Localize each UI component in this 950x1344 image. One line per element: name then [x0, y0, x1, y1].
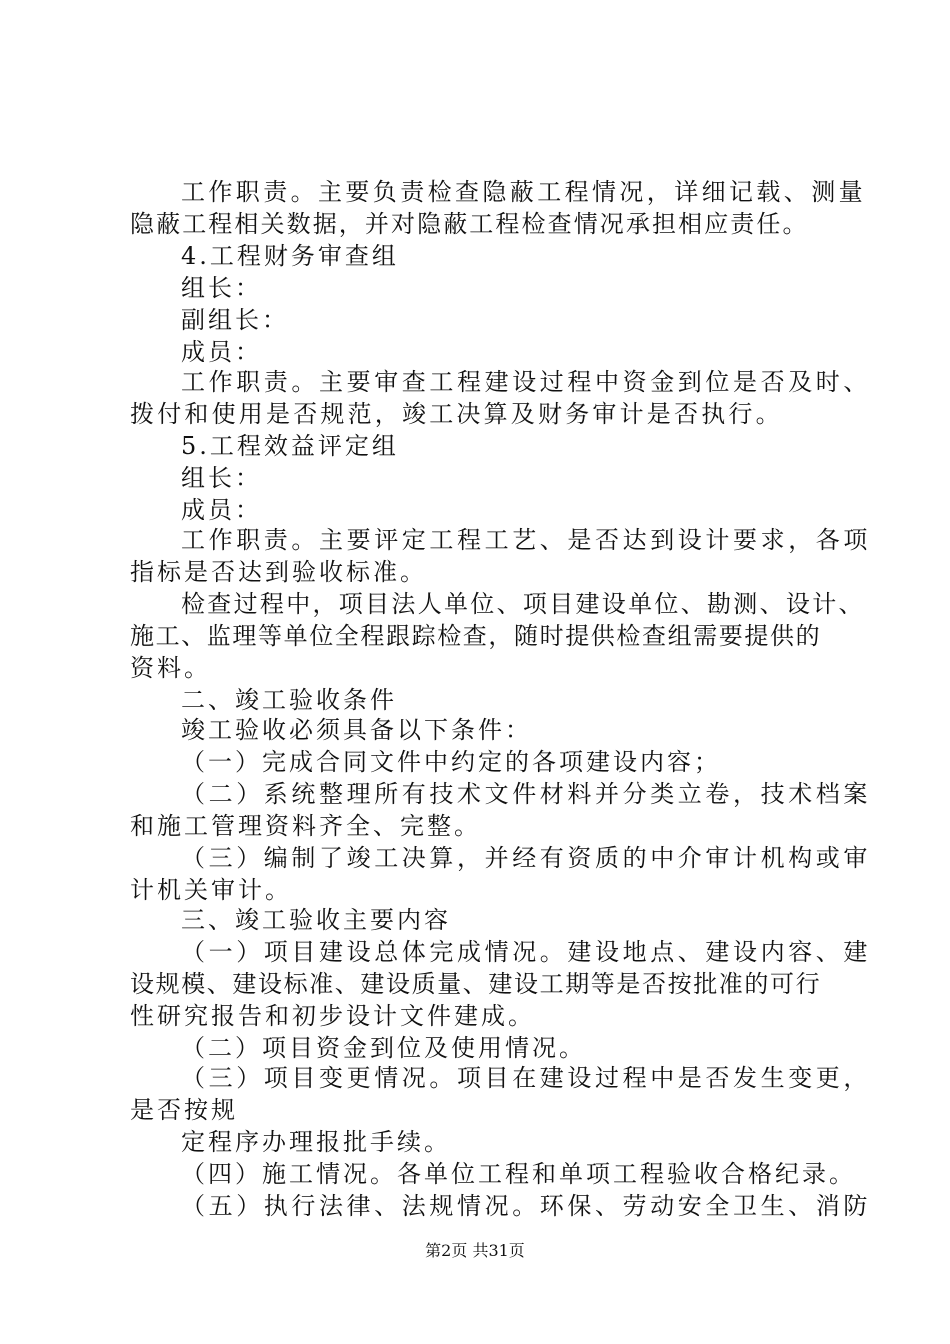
- text-line: 计机关审计。: [130, 876, 292, 904]
- text-line: （三）项目变更情况。项目在建设过程中是否发生变更，: [181, 1064, 871, 1092]
- section-heading: 三、竣工验收主要内容: [181, 906, 451, 934]
- text-line: 指标是否达到验收标准。: [130, 558, 427, 586]
- text-line: 性研究报告和初步设计文件建成。: [130, 1002, 535, 1030]
- text-line: （二）系统整理所有技术文件材料并分类立卷，技术档案: [181, 780, 871, 808]
- text-line: 组长：: [181, 464, 262, 492]
- text-line: 组长：: [181, 274, 262, 302]
- section-heading: 二、竣工验收条件: [181, 686, 397, 714]
- section-heading: 4.工程财务审查组: [181, 242, 399, 270]
- text-line: 竣工验收必须具备以下条件：: [181, 716, 532, 744]
- section-heading: 5.工程效益评定组: [181, 432, 399, 460]
- text-line: （五）执行法律、法规情况。环保、劳动安全卫生、消防: [181, 1192, 871, 1220]
- page-indicator: 第2页 共31页: [425, 1241, 525, 1260]
- text-line: （四）施工情况。各单位工程和单项工程验收合格纪录。: [181, 1160, 856, 1188]
- text-line: 施工、监理等单位全程跟踪检查，随时提供检查组需要提供的: [130, 622, 822, 650]
- text-line: （一）项目建设总体完成情况。建设地点、建设内容、建: [181, 938, 871, 966]
- text-line: 副组长：: [181, 306, 289, 334]
- text-line: （二）项目资金到位及使用情况。: [181, 1034, 586, 1062]
- text-line: 资料。: [130, 654, 211, 682]
- text-line: 工作职责。主要负责检查隐蔽工程情况，详细记载、测量: [181, 178, 866, 206]
- text-line: （三）编制了竣工决算，并经有资质的中介审计机构或审: [181, 844, 871, 872]
- text-line: 工作职责。主要评定工程工艺、是否达到设计要求，各项: [181, 526, 871, 554]
- text-line: 成员：: [181, 338, 262, 366]
- text-line: 检查过程中，项目法人单位、项目建设单位、勘测、设计、: [181, 590, 865, 618]
- text-line: （一）完成合同文件中约定的各项建设内容；: [181, 748, 721, 776]
- text-line: 设规模、建设标准、建设质量、建设工期等是否按批准的可行: [130, 970, 822, 998]
- text-line: 和施工管理资料齐全、完整。: [130, 812, 481, 840]
- text-line: 定程序办理报批手续。: [181, 1128, 451, 1156]
- text-line: 工作职责。主要审查工程建设过程中资金到位是否及时、: [181, 368, 871, 396]
- text-line: 成员：: [181, 496, 262, 524]
- text-line: 是否按规: [130, 1096, 238, 1124]
- text-line: 隐蔽工程相关数据，并对隐蔽工程检查情况承担相应责任。: [130, 210, 809, 238]
- text-line: 拨付和使用是否规范，竣工决算及财务审计是否执行。: [130, 400, 783, 428]
